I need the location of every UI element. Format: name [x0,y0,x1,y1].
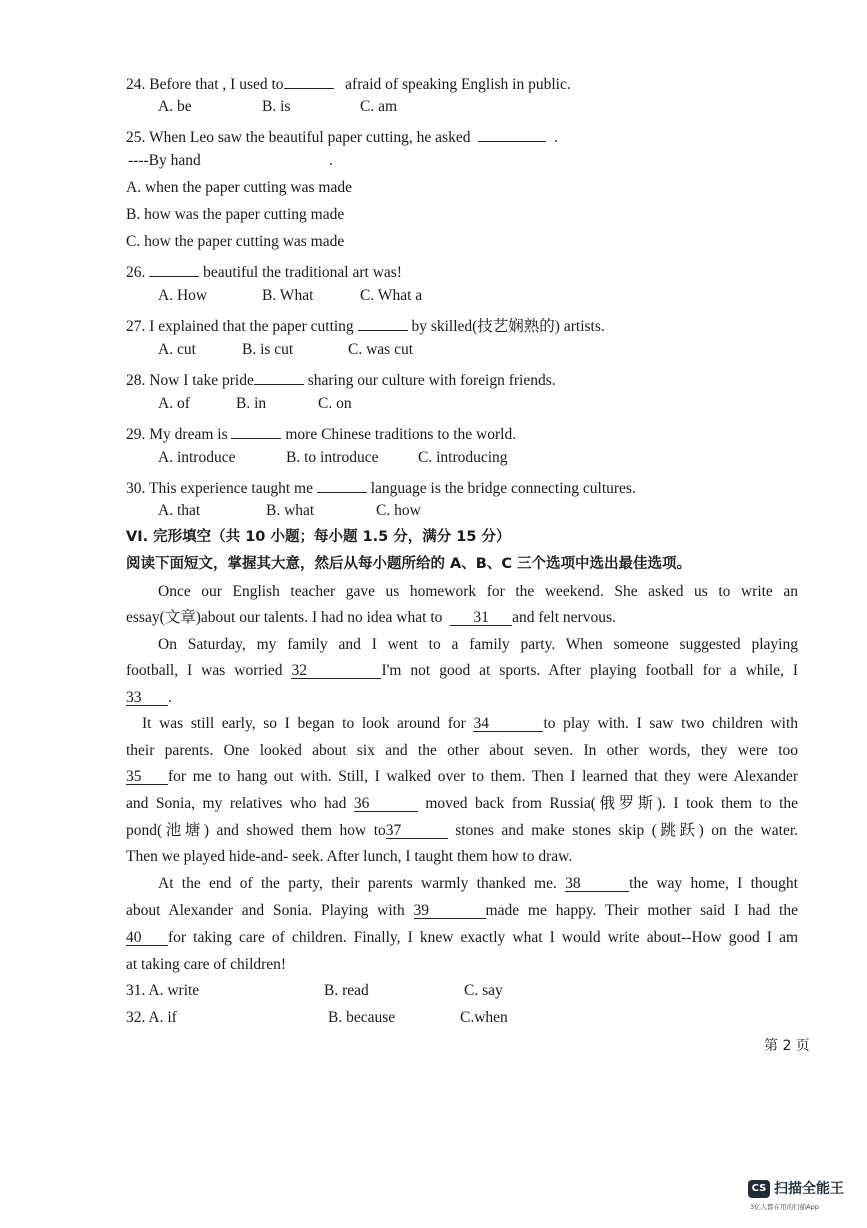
passage-line: at taking care of children! [126,956,287,973]
passage-line [126,688,172,708]
passage-line: Then we played hide-and- seek. After lunch, I taught them how to draw. [126,848,573,865]
reply-text: ----By hand [128,152,201,169]
question-26-stem: beautiful the traditional art was! [203,264,402,281]
text: . [168,689,172,706]
stray-dot: . [329,152,333,169]
cloze-blank-31: 31 [450,608,512,626]
option-a: A. be [158,98,192,115]
question-30-stem: 30. This experience taught me [126,480,313,497]
answer-blank [358,313,408,331]
question-24-stem-end: afraid of speaking English in public. [345,76,571,93]
cs-logo-icon: CS [748,1180,770,1198]
text: for me to hang out with. Still, I walked over to them. Then I learned that they were Alexander [168,768,798,785]
cloze-blank-33: 33 [126,688,168,706]
question-32-option-b: B. because [328,1009,396,1026]
text: to play with. I saw two children with [543,715,799,732]
question-29-stem: 29. My dream is [126,426,228,443]
text: the way home, I thought [629,875,798,892]
page-number: 第 2 页 [764,1038,810,1054]
option-b: B. What [262,287,314,304]
question-29-stem-end: more Chinese traditions to the world. [285,426,517,443]
question-27 [126,313,605,337]
text: football, I was worried [126,662,283,679]
question-27-stem-end: by skilled(技艺娴熟的) artists. [411,318,605,335]
passage-line [158,874,798,894]
watermark-name: 扫描全能王 [774,1181,844,1197]
answer-blank [478,124,546,142]
text: At the end of the party, their parents warmly thanked me. [158,875,557,892]
question-32-option-a: 32. A. if [126,1009,177,1026]
question-31-option-c: C. say [464,982,503,999]
question-28-stem-end: sharing our culture with foreign friends. [307,372,556,389]
text: for taking care of children. Finally, I knew exactly what I would write about--How good I am [168,929,798,946]
text: and felt nervous. [512,609,616,626]
option-a: A. that [158,502,201,519]
option-c: C. What a [360,287,423,304]
answer-blank [317,475,367,493]
question-25-reply [128,151,201,171]
question-25 [126,124,558,148]
cloze-blank-32: 32 [291,661,381,679]
question-27-stem: 27. I explained that the paper cutting [126,318,354,335]
option-b: B. is [262,98,291,115]
text: and Sonia, my relatives who had [126,795,347,812]
option-c: C. introducing [418,449,508,466]
section-heading: VI. 完形填空（共 10 小题；每小题 1.5 分，满分 15 分） [126,529,511,545]
question-25-stem: 25. When Leo saw the beautiful paper cutting, he asked [126,129,471,146]
question-31-option-b: B. read [324,982,369,999]
passage-line [126,901,798,921]
passage-line: their parents. One looked about six and the other about seven. In other words, they were too [126,742,798,759]
question-26-num: 26. [126,264,146,281]
option-c: C. am [360,98,398,115]
question-24-stem: 24. Before that , I used to [126,76,284,93]
passage-line: Once our English teacher gave us homework for the weekend. She asked us to write an [158,583,798,600]
text: pond(池塘) and showed them how to [126,822,386,839]
option-b: B. is cut [242,341,294,358]
option-c: C. was cut [348,341,414,358]
passage-line [126,767,798,787]
option-a: A. when the paper cutting was made [126,179,352,196]
question-25-period: . [553,129,558,146]
passage-line [126,661,798,681]
question-24 [126,71,571,95]
text: moved back from Russia(俄罗斯). I took them to the [425,795,799,812]
question-26 [126,259,402,283]
cloze-blank-34: 34 [473,714,543,732]
option-c: C. how the paper cutting was made [126,233,345,250]
scanner-watermark [748,1180,858,1220]
option-b: B. in [236,395,267,412]
text: about Alexander and Sonia. Playing with [126,902,405,919]
option-c: C. on [318,395,352,412]
answer-blank [284,71,334,89]
option-b: B. how was the paper cutting made [126,206,345,223]
cloze-blank-40: 40 [126,928,168,946]
option-a: A. introduce [158,449,236,466]
question-30 [126,475,636,499]
question-31-option-a: 31. A. write [126,982,200,999]
passage-line [126,608,616,628]
text: made me happy. Their mother said I had the [485,902,798,919]
question-30-stem-end: language is the bridge connecting cultures. [370,480,636,497]
option-c: C. how [376,502,421,519]
passage-line [126,821,798,841]
text: I'm not good at sports. After playing football for a while, I [381,662,799,679]
cloze-blank-38: 38 [565,874,629,892]
option-b: B. to introduce [286,449,379,466]
option-a: A. How [158,287,208,304]
text: stones and make stones skip (跳跃) on the water. [455,822,799,839]
passage-line [142,714,798,734]
answer-blank [149,259,199,277]
option-a: A. of [158,395,190,412]
cloze-blank-39: 39 [414,901,486,919]
option-b: B. what [266,502,315,519]
question-29 [126,421,516,445]
option-a: A. cut [158,341,196,358]
answer-blank [231,421,281,439]
answer-blank [254,367,304,385]
text: essay(文章)about our talents. I had no idea what to [126,609,443,626]
cloze-blank-37: 37 [386,821,448,839]
text: It was still early, so I began to look around for [142,715,466,732]
passage-line [126,794,798,814]
passage-line: On Saturday, my family and I went to a family party. When someone suggested playing [158,636,798,653]
cloze-blank-35: 35 [126,767,168,785]
question-28-stem: 28. Now I take pride [126,372,254,389]
passage-line [126,928,798,948]
question-32-option-c: C.when [460,1009,508,1026]
watermark-tagline: 3亿人都在用的扫描App [750,1203,819,1211]
question-28 [126,367,556,391]
cloze-blank-36: 36 [354,794,418,812]
section-instruction: 阅读下面短文，掌握其大意，然后从每小题所给的 A、B、C 三个选项中选出最佳选项。 [126,556,692,572]
